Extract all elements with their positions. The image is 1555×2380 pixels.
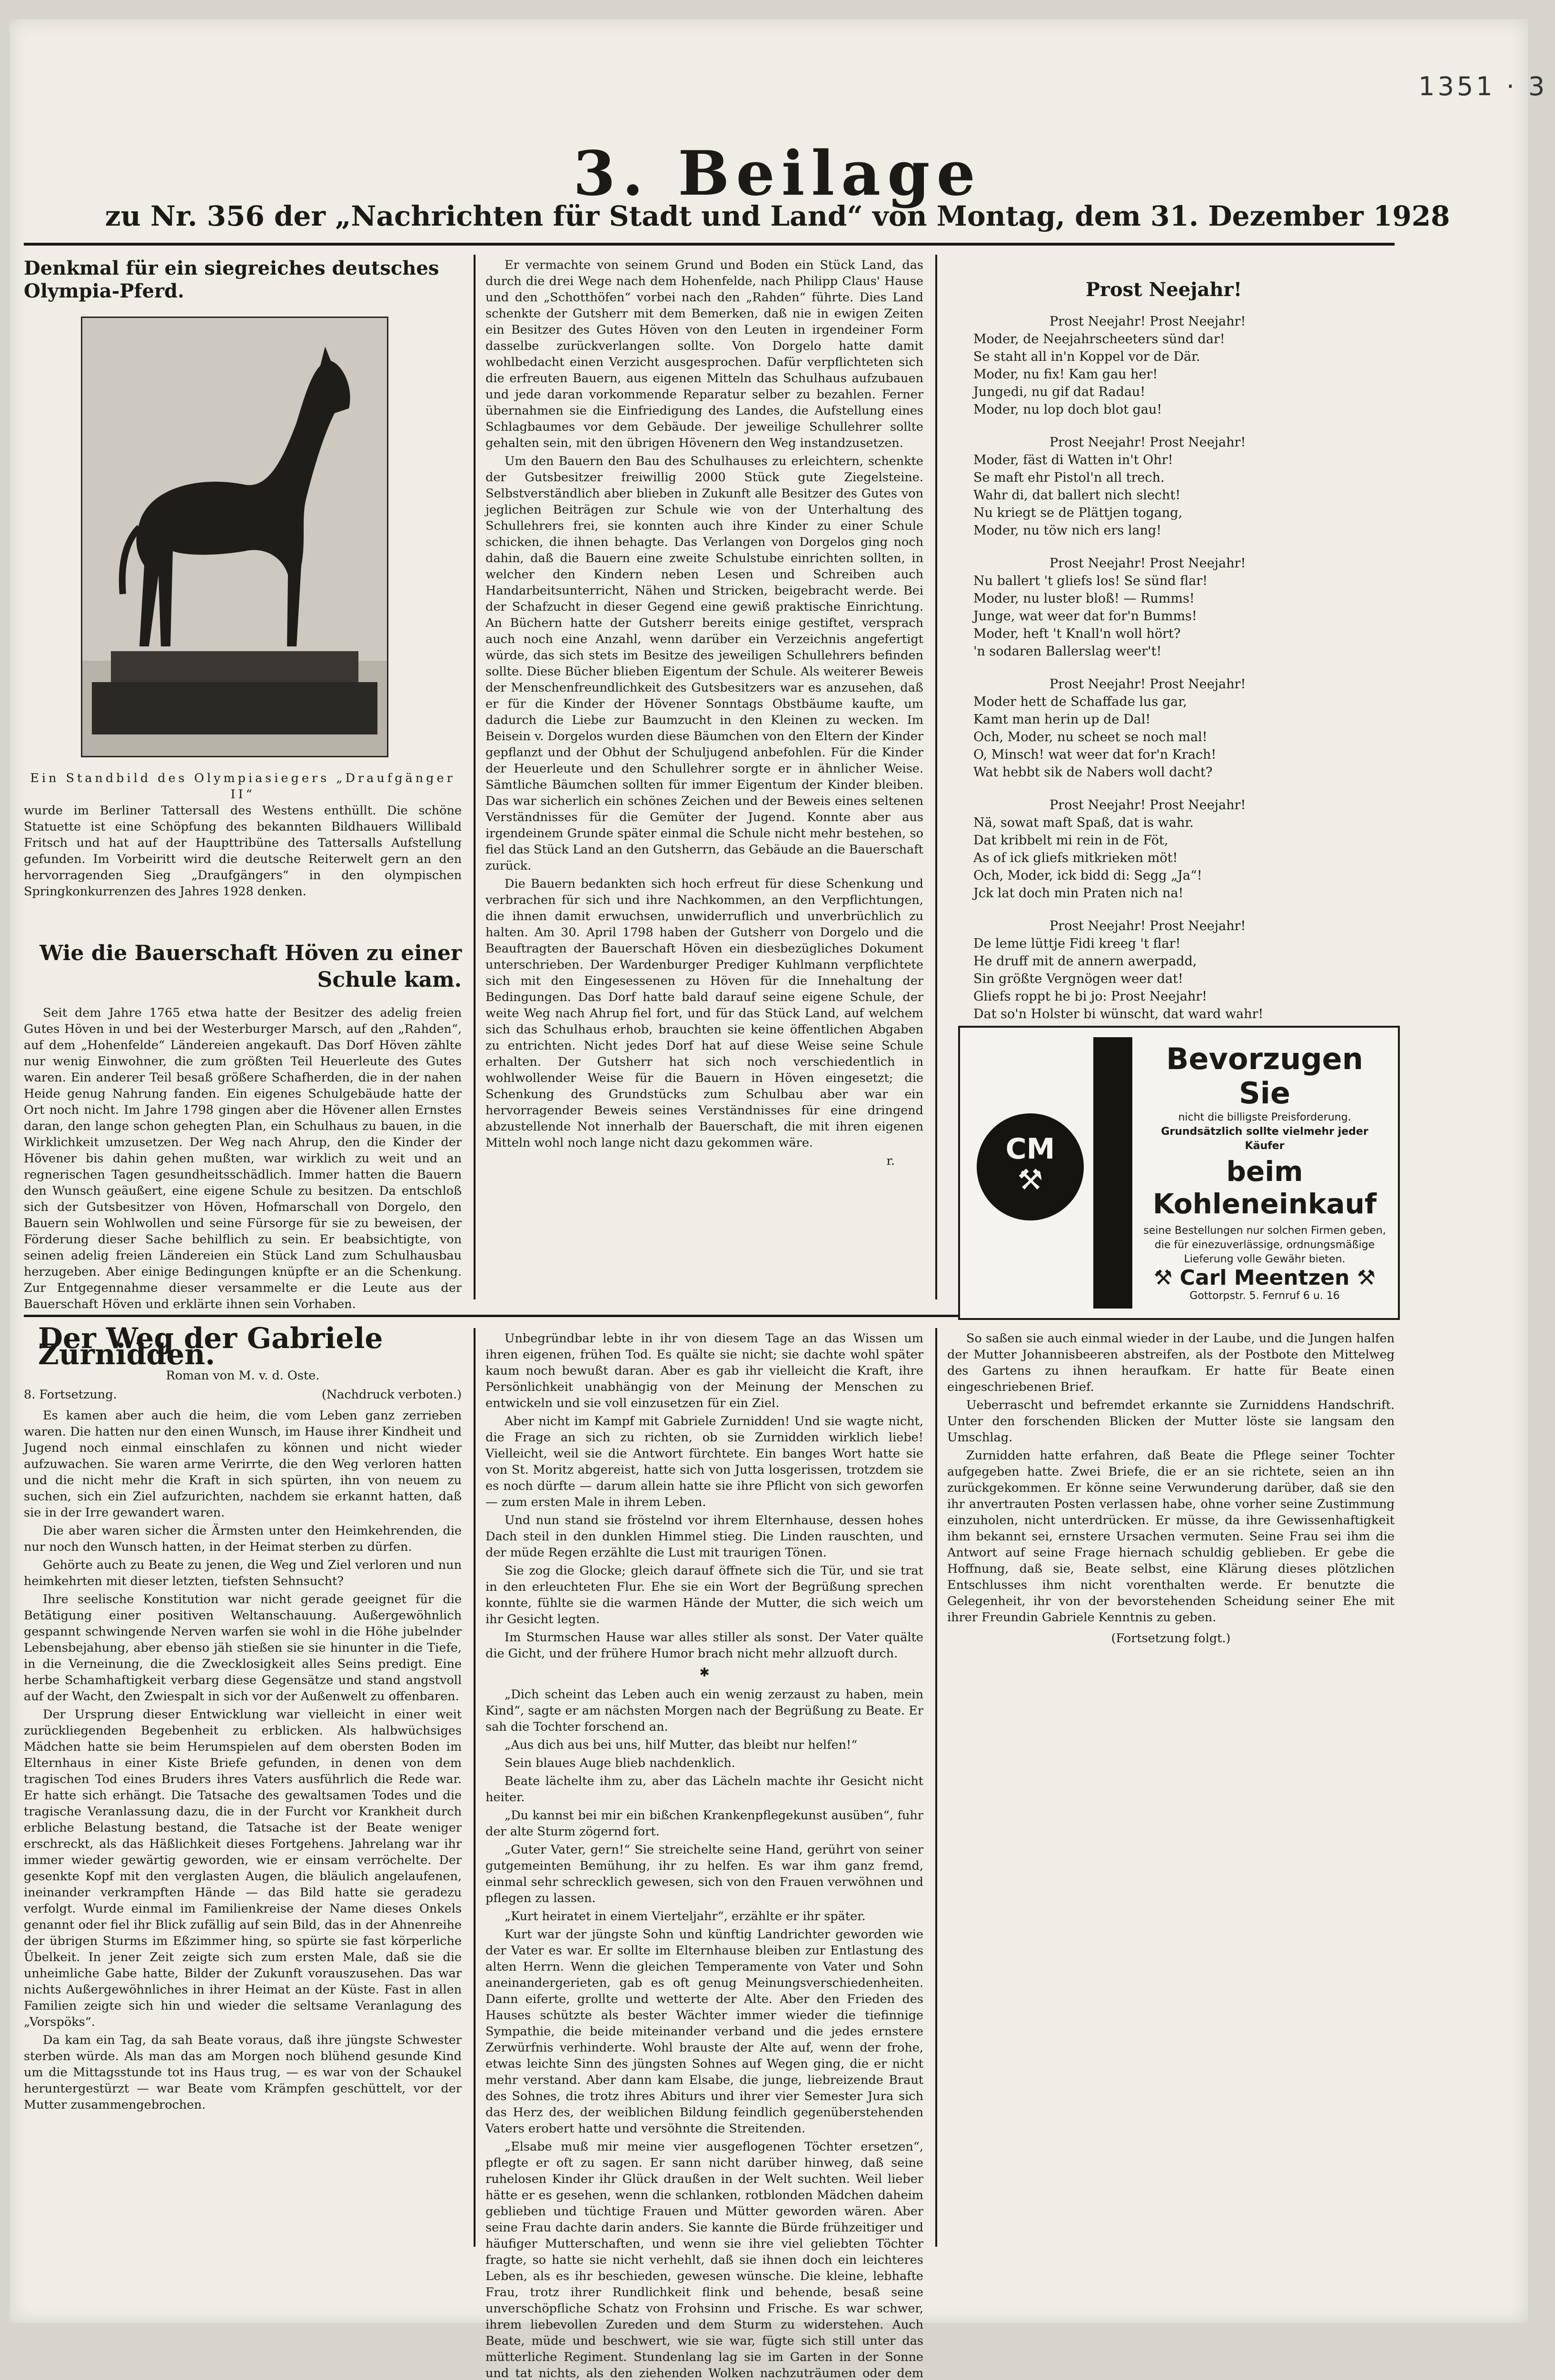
firm-name-row bbox=[1141, 1266, 1388, 1290]
archive-number: 1351 · 3 bbox=[1418, 71, 1548, 101]
poem-line: Dat so'n Holster bi wünscht, dat ward wahr! bbox=[973, 1007, 1264, 1021]
ad-black-stripe bbox=[1093, 1037, 1132, 1309]
poem-stanza bbox=[973, 796, 1378, 902]
poem-line: Moder, nu fix! Kam gau her! bbox=[973, 367, 1158, 382]
ad-line: seine Bestellungen nur solchen Firmen geben, die für einezuverlässige, ordnungsmäßige Lieferung volle Gewähr bieten. bbox=[1143, 1225, 1386, 1265]
novel-paragraph: „Elsabe muß mir meine vier ausgeflogenen Töchter ersetzen“, pflegte er oft zu sagen. Er sann nicht darüber hinweg, daß seine ruhelosen Kinder ihr Glück draußen in der Welt suchten. Weil lieber hätte er es gesehen, wenn die schlanken, rotblonden Mädchen daheim geblieben und tüchtige Frauen und Mütter geworden wären. Aber seine Frau dachte darin anders. Sie kannte die Bürde frühzeitiger und häufiger Mutterschaften, und wenn sie ihre viel geliebten Töchter fragte, so hatte sie nicht verhehlt, daß sie ihnen doch ein leichteres Leben, als es ihr beschieden, gewesen wünsche. Die kleine, lebhafte Frau, trotz ihrer Rundlichkeit flink und behende, besaß seine unverschöpfliche Schatz von Frohsinn und Frische. Es war schwer, ihrem liebevollen Zureden und dem Sturm zu widerstehen. Auch Beate, müde und beschwert, wie sie war, fügte sich still unter das mütterliche Regiment. Stundenlang lag sie im Garten in der Sonne und tat nichts, als den ziehenden Wolken nachzuträumen oder dem bbox=[485, 2140, 923, 2380]
column-rule bbox=[935, 1328, 937, 2247]
novel-paragraph: „Guter Vater, gern!“ Sie streichelte seine Hand, gerührt von seiner gutgemeinten Bemühung, ihr zu helfen. Es war ihm ganz fremd, einmal sehr schrecklich gewesen, sich von den Frauen verwöhnen und pflegen zu lassen. bbox=[485, 1843, 923, 1905]
hoeven-title: Wie die Bauerschaft Höven zu einer Schule kam. bbox=[40, 941, 462, 992]
poem-line: Se maft ehr Pistol'n all trech. bbox=[973, 470, 1165, 485]
supplement-subtitle: zu Nr. 356 der „Nachrichten für Stadt und Land“ von Montag, dem 31. Dezember 1928 bbox=[105, 200, 1450, 232]
poem-line: Nu ballert 't gliefs los! Se sünd flar! bbox=[973, 574, 1208, 588]
poem-line: Och, Moder, nu scheet se noch mal! bbox=[973, 730, 1208, 744]
poem-line: Jungedi, nu gif dat Radau! bbox=[973, 385, 1146, 399]
poem-line: Prost Neejahr! Prost Neejahr! bbox=[1050, 677, 1246, 692]
column-rule bbox=[474, 1328, 475, 2247]
novel-paragraph: Unbegründbar lebte in ihr von diesem Tage an das Wissen um ihren eigenen, frühen Tod. Es quälte sie nicht; sie dachte wohl später kaum noch bewußt daran. Aber es gab ihr vielleicht die Kraft, ihre Persönlichkeit unabhängig von der Meinung der Menschen zu entwickeln und sie voll einzusetzen für ein Ziel. bbox=[485, 1331, 923, 1410]
logo-text: CM bbox=[1005, 1132, 1055, 1166]
ad-firm-block bbox=[1141, 1266, 1388, 1302]
poem-line: Och, Moder, ick bidd di: Segg „Ja“! bbox=[973, 868, 1202, 883]
poem-stanza bbox=[973, 555, 1378, 660]
coal-advertisement bbox=[958, 1026, 1400, 1320]
poem-title: Prost Neejahr! bbox=[1085, 278, 1242, 301]
novel-notice: (Nachdruck verboten.) bbox=[321, 1388, 462, 1402]
ad-line: nicht die billigste Preisforderung. bbox=[1178, 1111, 1351, 1123]
column-rule bbox=[474, 255, 475, 1299]
novel-continuation: 8. Fortsetzung. bbox=[24, 1388, 117, 1402]
poem-line: Junge, wat weer dat for'n Bumms! bbox=[973, 609, 1197, 624]
poem-line: Se staht all in'n Koppel vor de Där. bbox=[973, 349, 1200, 364]
poem-stanza bbox=[973, 434, 1378, 539]
hoeven-paragraph: Seit dem Jahre 1765 etwa hatte der Besitzer des adelig freien Gutes Höven in und bei der Westerburger Marsch, auf den „Rahden“, auf dem „Hohenfelde“ Ländereien angekauft. Das Dorf Höven zählte nur wenig Einwohner, die zum größten Teil Heuerleute des Gutes waren. Ein anderer Teil besaß größere Schafherden, die in der nahen Heide genug Nahrung fanden. Ein eigenes Schulgebäude hatte der Ort noch nicht. Im Jahre 1798 gingen aber die Hövener allen Ernstes daran, den lange schon gehegten Plan, ein Schulhaus zu bauen, in die Wirklichkeit umzusetzen. Der Weg nach Ahrup, den die Kinder der Hövener bis dahin gehen mußten, war wirklich zu weit und an regnerischen Tagen gesundheitsschädlich. Immer hatten die Bauern den Wunsch geäußert, eine eigene Schule zu besitzen. Da entschloß sich der Gutsbesitzer von Höven, Hofmarschall von Dorgelo, den Bauern sein Wohlwollen und seine Fürsorge für sie zu beweisen, der Förderung dieser Sache behilflich zu sein. Er beabsichtigte, von seinen adelig freien Ländereien ein Stück Land zum Schulhausbau herzugeben. Aber einige Bedingungen knüpfte er an die Schenkung. Zur Entgegennahme dieser versammelte er die Leute aus der Bauerschaft Höven und erklärte ihnen sein Vorhaben. bbox=[24, 1006, 462, 1311]
novel-paragraph: Zurnidden hatte erfahren, daß Beate die Pflege seiner Tochter aufgegeben hatte. Zwei Briefe, die er an sie richtete, seien an ihn zurückgekommen. Er könne seine Verwunderung darüber, daß sie den ihr anvertrauten Posten verlassen habe, ohne vorher seine Zustimmung einzuholen, nicht unterdrücken. Er müsse, da ihre Gewissenhaftigkeit ihm bekannt sei, ernstere Ursachen vermuten. Seine Frau sei ihm die Antwort auf seine Frage hiernach schuldig geblieben. Er gebe die Hoffnung, daß sie, Beate selbst, eine Klärung dieses plötzlichen Entschlusses ihm nicht vorenthalten werde. Er benutzte die Gelegenheit, ihr von der bevorstehenden Scheidung seiner Ehe mit ihrer Freundin Gabriele Kenntnis zu geben. bbox=[947, 1448, 1395, 1625]
novel-title: Der Weg der Gabriele Zurnidden. bbox=[38, 1322, 383, 1371]
hammer-pick-icon: ⚒ bbox=[1017, 1163, 1043, 1197]
poem-line: 'n sodaren Ballerslag weer't! bbox=[973, 644, 1162, 659]
poem-line: As of ick gliefs mitkrieken möt! bbox=[973, 851, 1178, 865]
hoeven-signature: r. bbox=[886, 1154, 895, 1168]
poem-line: Wahr di, dat ballert nich slecht! bbox=[973, 488, 1181, 503]
novel-paragraph: Ihre seelische Konstitution war nicht gerade geeignet für die Betätigung einer positiven Weltanschauung. Außergewöhnlich gespannt schwingende Nerven warfen sie wohl in die Höhe jubelnder Lebensbejahung, aber ebenso jäh stießen sie sie hinunter in die Tiefe, in die Verneinung, die die Zwecklosigkeit alles Seins predigt. Eine herbe Schamhaftigkeit verbarg diese Gegensätze und stand angstvoll auf der Wacht, den Zwiespalt in sich vor der Außenwelt zu offenbaren. bbox=[24, 1592, 462, 1704]
poem-line: Kamt man herin up de Dal! bbox=[973, 712, 1151, 727]
poem-line: Moder, nu töw nich ers lang! bbox=[973, 523, 1162, 538]
hoeven-article-part1 bbox=[24, 940, 462, 1311]
caption-body: wurde im Berliner Tattersall des Westens enthüllt. Die schöne Statuette ist eine Schöpfung des bekannten Bildhauers Willibald Fritsch und hat auf der Haupttribüne des Tattersalls Aufstellung gefunden. Im Vorbeiritt wird die deutsche Reiterwelt gern an den hervorragenden Sieg „Draufgängers“ in den olympischen Springkonkurrenzen des Jahres 1928 denken. bbox=[24, 803, 462, 899]
horse-statue-photo bbox=[81, 317, 388, 757]
novel-paragraph: Im Sturmschen Hause war alles stiller als sonst. Der Vater quälte die Gicht, und der frühere Humor brach nicht mehr allzuoft durch. bbox=[485, 1630, 923, 1661]
novel-byline: Roman von M. v. d. Oste. bbox=[166, 1368, 320, 1383]
ad-line: Grundsätzlich sollte vielmehr jeder Käufer bbox=[1161, 1126, 1368, 1152]
poem-line: Moder, nu lop doch blot gau! bbox=[973, 402, 1162, 417]
novel-paragraph: Sein blaues Auge blieb nachdenklich. bbox=[505, 1756, 735, 1770]
novel-paragraph: Da kam ein Tag, da sah Beate voraus, daß ihre jüngste Schwester sterben würde. Als man das am Morgen noch blühend gesunde Kind um die Mittagsstunde tot ins Haus trug, — es war von der Schaukel heruntergestürzt — war Beate vom Krämpfen geschüttelt, vor der Mutter zusammengebrochen. bbox=[24, 2033, 462, 2112]
hoeven-paragraph: Um den Bauern den Bau des Schulhauses zu erleichtern, schenkte der Gutsbesitzer freiwillig 2000 Stück gute Ziegelsteine. Selbstverständlich aber blieben in Zukunft alle Besitzer des Gutes von jeglichen Beiträgen zur Schule wie von der Unterhaltung des Schullehrers frei, sie konnten auch ihre Kinder zu einer Schule schicken, die ihnen behagte. Das Verlangen von Dorgelos ging noch dahin, daß die Bauern eine zweite Schulstube einrichten sollten, in welcher den Kindern neben Lesen und Schreiben auch Handarbeitsunterricht, Nähen und Stricken, beigebracht werde. Bei der Schafzucht in dieser Gegend eine gewiß praktische Einrichtung. An Büchern hatte der Gutsherr bereits einige gestiftet, versprach auch noch eine Anzahl, wenn darüber ein Verzeichnis angefertigt würde, das sich stets im Besitze des jeweiligen Schullehrers befinden sollte. Diese Bücher blieben Eigentum der Schule. Als weiterer Beweis der Menschenfreundlichkeit des Gutsbesitzers war es anzusehen, daß er für die Kinder der Hövener Sonntags Obstbäume kaufte, um dadurch die Liebe zur Baumzucht in den Kleinen zu wecken. Im Beisein v. Dorgelos wurden diese Bäumchen von den Eltern der Kinder gepflanzt und der Obhut der Schuljugend anbefohlen. Für die Kinder der Heuerleute und den Schullehrer sorgte er in ähnlicher Weise. Sämtliche Bäumchen sollten für immer Eigentum der Kinder bleiben. Das war sicherlich ein schönes Zeichen und der Beweis eines seltenen Verständnisses für die Gemüter der Jugend. Konnte aber aus irgendeinem Grunde später einmal die Schule nicht mehr bestehen, so fiel das Stück Land an den Gutsherrn, das Gebäude an die Bauerschaft zurück. bbox=[485, 454, 923, 873]
poem-line: Jck lat doch min Praten nich na! bbox=[973, 886, 1184, 901]
poem-stanza bbox=[973, 675, 1378, 781]
caption-heading: Ein Standbild des Olympiasiegers „Draufgänger II“ bbox=[30, 771, 456, 802]
supplement-title: 3. Beilage bbox=[573, 138, 982, 209]
ad-headline: Bevorzugen Sie bbox=[1166, 1041, 1363, 1111]
to-be-continued: (Fortsetzung folgt.) bbox=[1111, 1631, 1231, 1646]
novel-paragraph: „Du kannst bei mir ein bißchen Krankenpflegekunst ausüben“, fuhr der alte Sturm zögernd fort. bbox=[485, 1808, 923, 1839]
poem-line: Moder, fäst di Watten in't Ohr! bbox=[973, 453, 1173, 467]
poem-line: Wat hebbt sik de Nabers woll dacht? bbox=[973, 765, 1213, 780]
hoeven-article-part2 bbox=[485, 257, 923, 1304]
poem-line: Moder hett de Schaffade lus gar, bbox=[973, 694, 1187, 709]
poem-line: Moder, de Neejahrscheeters sünd dar! bbox=[973, 332, 1225, 347]
novel-paragraph: „Dich scheint das Leben auch ein wenig zerzaust zu haben, mein Kind“, sagte er am nächsten Morgen nach der Begrüßung zu Beate. Er sah die Tochter forschend an. bbox=[485, 1687, 923, 1734]
novel-column-1 bbox=[24, 1322, 462, 2244]
poem-line: Prost Neejahr! Prost Neejahr! bbox=[1050, 556, 1246, 571]
novel-column-2 bbox=[485, 1330, 923, 2380]
poem-line: Sin größte Vergnögen weer dat! bbox=[973, 972, 1183, 986]
poem-line: Nä, sowat maft Spaß, dat is wahr. bbox=[973, 815, 1194, 830]
poem-line: Prost Neejahr! Prost Neejahr! bbox=[1050, 435, 1246, 450]
photo-caption bbox=[24, 770, 462, 900]
poem-prost-neejahr bbox=[950, 278, 1378, 1043]
denkmal-title-block bbox=[24, 257, 462, 309]
novel-column-3 bbox=[947, 1330, 1395, 2244]
poem-line: Prost Neejahr! Prost Neejahr! bbox=[1050, 314, 1246, 329]
poem-line: Gliefs roppt he bi jo: Prost Neejahr! bbox=[973, 989, 1207, 1004]
ad-text-block bbox=[1141, 1042, 1388, 1267]
horse-statue-image bbox=[82, 318, 387, 756]
novel-paragraph: Beate lächelte ihm zu, aber das Lächeln machte ihr Gesicht nicht heiter. bbox=[485, 1774, 923, 1805]
novel-paragraph: Der Ursprung dieser Entwicklung war vielleicht in einer weit zurückliegenden Begebenheit zu erblicken. Als halbwüchsiges Mädchen hatte sie beim Herumspielen auf dem obersten Boden im Elternhaus in einer Kiste Briefe gefunden, in denen von dem tragischen Tod eines Bruders ihres Vaters ausführlich die Rede war. Er hatte sich erhängt. Die Tatsache des gewaltsamen Todes und die tragische Veranlassung dazu, die in der Furcht vor Krankheit durch erbliche Belastung bestand, die Tatsache ist der Beate weniger erschreckt, als das Häßlichkeit dieses Fortgehens. Jahrelang war ihr immer wieder gewärtig geworden, wie er einsam verröchelte. Der gesenkte Kopf mit den verglasten Augen, die bläulich angelaufenen, ineinander verkrampften Hände — das Bild hatte sie geradezu verfolgt. Wurde einmal im Familienkreise der Name dieses Onkels genannt oder fiel ihr Blick zufällig auf sein Bild, das in der Ahnenreihe der übrigen Sturms im Eßzimmer hing, so spürte sie fast körperliche Übelkeit. In jener Zeit zeigte sich zum ersten Male, daß sie die unheimliche Gabe hatte, Bilder der Zukunft vorauszusehen. Das war nichts Außergewöhnliches in ihrer Heimat an der Küste. Fast in allen Familien zeigte sich hin und wieder die seltsame Veranlagung des „Vorspöks“. bbox=[24, 1707, 462, 2029]
hammer-pick-icon: ⚒ bbox=[1349, 1266, 1376, 1290]
novel-paragraph: Kurt war der jüngste Sohn und künftig Landrichter geworden wie der Vater es war. Er sollte im Elternhause bleiben zur Entlastung des alten Herrn. Wenn die gleichen Temperamente von Vater und Sohn aneinandergerieten, gab es oft genug Meinungsverschiedenheiten. Dann eiferte, grollte und wetterte der Alte. Aber den Frieden des Hauses schützte als bester Wächter immer wieder die tiefinnige Sympathie, die beide miteinander verband und die jedes ernstere Zerwürfnis verhinderte. Wohl brauste der Alte auf, wenn der frohe, etwas leichte Sinn des jüngsten Sohnes auf Wegen ging, die er nicht mehr verstand. Aber dann kam Elsabe, die junge, liebreizende Braut des Sohnes, die trotz ihres Abiturs und ihrer vier Semester Jura sich das Herz des, der weiblichen Bildung feindlich gegenüberstehenden Vaters erobert hatte und versöhnte die Streitenden. bbox=[485, 1927, 923, 2136]
poem-stanza bbox=[973, 917, 1378, 1023]
poem-line: Nu kriegt se de Plättjen togang, bbox=[973, 506, 1183, 520]
header-rule bbox=[24, 243, 1395, 246]
section-star-icon: ✱ bbox=[699, 1666, 710, 1680]
firm-address: Gottorpstr. 5. Fernruf 6 u. 16 bbox=[1189, 1290, 1340, 1302]
poem-line: Moder, nu luster bloß! — Rumms! bbox=[973, 591, 1195, 606]
hoeven-paragraph: Die Bauern bedankten sich hoch erfreut für diese Schenkung und verbrachen für sich und ihre Nachkommen, an den Verpflichtungen, die ihnen damit erwuchsen, unwiderruflich und unverbrüchlich zu halten. Am 30. April 1798 haben der Gutsherr von Dorgelo und die Beauftragten der Bauerschaft Höven ein diesbezügliches Dokument unterschrieben. Der Wardenburger Prediger Kuhlmann verpflichtete sich mit den Eingesessenen zu Höven für die Innehaltung der Bedingungen. Das Dorf hatte bald darauf seine eigene Schule, der weite Weg nach Ahrup fiel fort, und für das Stück Land, auf welchem sich das Schulhaus erhob, brauchten sie keine öffentlichen Abgaben zu entrichten. Nicht jedes Dorf hat auf diese Weise seine Schule erhalten. Der Gutsherr hat sich noch verschiedentlich in wohlwollender Weise für die Bauern in Höven eingesetzt; die Schenkung des Grundstücks zum Schulbau aber war ein hervorragender Beweis seines Verständnisses für eine dringend abzustellende Not innerhalb der Bauerschaft, die mit ihren eigenen Mitteln wohl noch lange nicht dazu gekommen wäre. bbox=[485, 877, 923, 1150]
denkmal-title: Denkmal für ein siegreiches deutsches Olympia-Pferd. bbox=[24, 257, 439, 302]
poem-line: Prost Neejahr! Prost Neejahr! bbox=[1050, 798, 1246, 813]
hammer-pick-icon: ⚒ bbox=[1153, 1266, 1180, 1290]
poem-line: He druff mit de annern awerpadd, bbox=[973, 954, 1197, 969]
column-rule bbox=[935, 255, 937, 1299]
novel-paragraph: „Aus dich aus bei uns, hilf Mutter, das bleibt nur helfen!“ bbox=[505, 1738, 858, 1752]
poem-line: Dat kribbelt mi rein in de Föt, bbox=[973, 833, 1169, 848]
poem-line: De leme lüttje Fidi kreeg 't flar! bbox=[973, 936, 1181, 951]
novel-info-row bbox=[24, 1387, 462, 1403]
poem-line: Moder, heft 't Knall'n woll hört? bbox=[973, 626, 1181, 641]
firm-name: Carl Meentzen bbox=[1179, 1266, 1350, 1290]
novel-paragraph: „Kurt heiratet in einem Vierteljahr“, erzählte er ihr später. bbox=[505, 1909, 866, 1924]
poem-line: Prost Neejahr! Prost Neejahr! bbox=[1050, 919, 1246, 933]
novel-paragraph: So saßen sie auch einmal wieder in der Laube, und die Jungen halfen der Mutter Johannisbeeren abstreifen, als der Postbote den Mittelweg des Gartens zu ihnen heraufkam. Er hatte für Beate einen eingeschriebenen Brief. bbox=[947, 1331, 1395, 1394]
novel-paragraph: Sie zog die Glocke; gleich darauf öffnete sich die Tür, und sie trat in den erleuchteten Flur. Ehe sie ein Wort der Begrüßung sprechen konnte, fühlte sie die warmen Hände der Mutter, die sich weich um ihr Gesicht legten. bbox=[485, 1564, 923, 1626]
poem-stanza bbox=[973, 313, 1378, 418]
hoeven-paragraph: Er vermachte von seinem Grund und Boden ein Stück Land, das durch die drei Wege nach dem Hohenfelde, nach Philipp Claus' Hause und den „Schotthöfen“ vorbei nach den „Rahden“ führte. Dies Land schenkte der Gutsherr mit dem Bemerken, daß nie in ewigen Zeiten ein Besitzer des Gutes Höven von den Leuten in irgendeiner Form dasselbe zurückverlangen sollte. Von Dorgelo hatte damit wohlbedacht einen Verzicht ausgesprochen. Dafür verpflichteten sich die erfreuten Bauern, aus eigenen Mitteln das Schulhaus aufzubauen und jede daran vorkommende Reparatur selber zu bezahlen. Ferner übernahmen sie die Einfriedigung des Landes, die Aufstellung eines Schlagbaumes vor dem Gebäude. Der jeweilige Schullehrer sollte gehalten sein, mit den übrigen Hövenern den Weg instandzusetzen. bbox=[485, 258, 923, 450]
cm-logo bbox=[977, 1113, 1084, 1220]
novel-paragraph: Gehörte auch zu Beate zu jenen, die Weg und Ziel verloren und nun heimkehrten mit dieser letzten, tiefsten Sehnsucht? bbox=[24, 1558, 462, 1588]
novel-paragraph: Und nun stand sie fröstelnd vor ihrem Elternhause, dessen hohes Dach steil in den dunklen Himmel stieg. Die Linden rauschten, und der müde Regen erzählte die Lust mit traurigen Tönen. bbox=[485, 1513, 923, 1560]
novel-paragraph: Ueberrascht und befremdet erkannte sie Zurniddens Handschrift. Unter den forschenden Blicken der Mutter löste sie langsam den Umschlag. bbox=[947, 1398, 1395, 1445]
poem-line: O, Minsch! wat weer dat for'n Krach! bbox=[973, 747, 1217, 762]
novel-paragraph: Aber nicht im Kampf mit Gabriele Zurnidden! Und sie wagte nicht, die Frage an sich zu richten, ob sie Zurnidden wirklich liebe! Vielleicht, weil sie die Antwort fürchtete. Ein banges Wort hatte sie von St. Moritz abgereist, hatte sich von Jutta losgerissen, trotzdem sie es noch dürfte — darum allein hatte sie ihre Pflicht von sich geworfen — zum ersten Male in ihrem Leben. bbox=[485, 1414, 923, 1509]
novel-paragraph: Die aber waren sicher die Ärmsten unter den Heimkehrenden, die nur noch den Wunsch hatten, in der Heimat sterben zu dürfen. bbox=[24, 1524, 462, 1554]
novel-paragraph: Es kamen aber auch die heim, die vom Leben ganz zerrieben waren. Die hatten nur den einen Wunsch, im Hause ihrer Kindheit und Jugend noch einmal einschlafen zu können und nicht wieder aufzuwachen. Sie waren arme Verirrte, die den Weg verloren hatten und die nicht mehr die Kraft in sich spürten, ihn von neuem zu suchen, sich ein Ziel aufzurichten, nachdem sie erkannt hatten, daß sie in der Irre gewandert waren. bbox=[24, 1408, 462, 1520]
ad-headline-2: beim Kohleneinkauf bbox=[1152, 1155, 1377, 1220]
